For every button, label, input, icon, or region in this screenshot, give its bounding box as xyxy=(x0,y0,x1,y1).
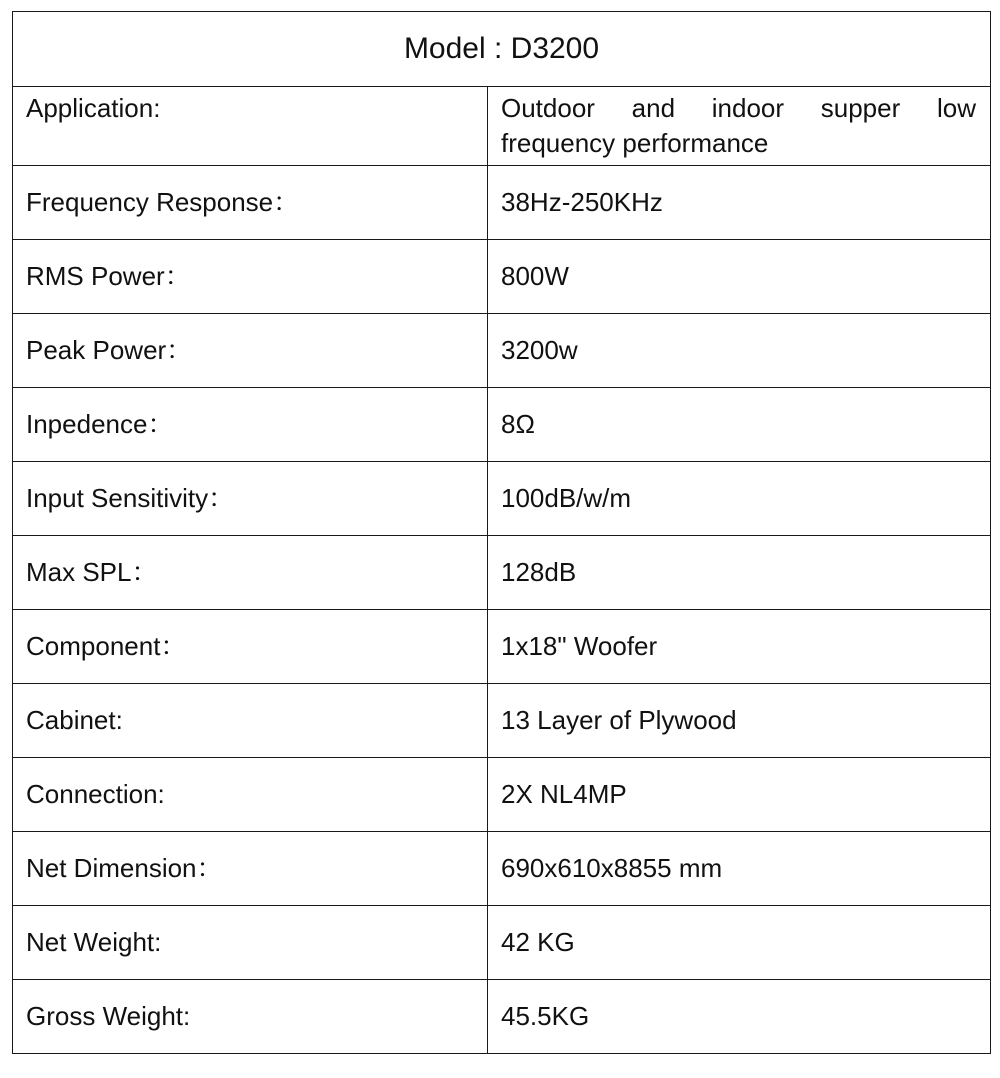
table-row xyxy=(13,166,991,240)
spec-value: 42 KG xyxy=(488,906,991,980)
spec-value-line-2: frequency performance xyxy=(501,128,769,159)
spec-label: Frequency Response： xyxy=(13,166,488,240)
spec-label: Net Dimension： xyxy=(13,832,488,906)
spec-value: 13 Layer of Plywood xyxy=(488,684,991,758)
table-row xyxy=(13,536,991,610)
table-row xyxy=(13,832,991,906)
spec-label: Net Weight: xyxy=(13,906,488,980)
table-row xyxy=(13,684,991,758)
spec-value-line-1: Outdoor and indoor supper low xyxy=(501,93,976,123)
spec-value xyxy=(488,87,991,166)
spec-label: Gross Weight: xyxy=(13,980,488,1054)
table-row xyxy=(13,758,991,832)
table-row xyxy=(13,906,991,980)
spec-label: Peak Power： xyxy=(13,314,488,388)
spec-label: Application: xyxy=(13,87,488,166)
spec-value: 100dB/w/m xyxy=(488,462,991,536)
spec-label: Cabinet: xyxy=(13,684,488,758)
model-title: Model : D3200 xyxy=(13,12,991,87)
spec-label: Max SPL： xyxy=(13,536,488,610)
spec-value: 45.5KG xyxy=(488,980,991,1054)
spec-value: 2X NL4MP xyxy=(488,758,991,832)
table-row xyxy=(13,314,991,388)
spec-value: 1x18" Woofer xyxy=(488,610,991,684)
spec-value: 3200w xyxy=(488,314,991,388)
spec-table xyxy=(12,11,991,1054)
table-row xyxy=(13,980,991,1054)
spec-label: Input Sensitivity： xyxy=(13,462,488,536)
table-row xyxy=(13,462,991,536)
spec-value: 690x610x8855 mm xyxy=(488,832,991,906)
spec-label: Connection: xyxy=(13,758,488,832)
spec-value: 128dB xyxy=(488,536,991,610)
table-row xyxy=(13,87,991,166)
spec-value: 38Hz-250KHz xyxy=(488,166,991,240)
table-row xyxy=(13,610,991,684)
title-row xyxy=(13,12,991,87)
spec-label: Component： xyxy=(13,610,488,684)
table-row xyxy=(13,240,991,314)
spec-value: 800W xyxy=(488,240,991,314)
spec-label: Inpedence： xyxy=(13,388,488,462)
spec-label: RMS Power： xyxy=(13,240,488,314)
spec-value: 8Ω xyxy=(488,388,991,462)
table-row xyxy=(13,388,991,462)
